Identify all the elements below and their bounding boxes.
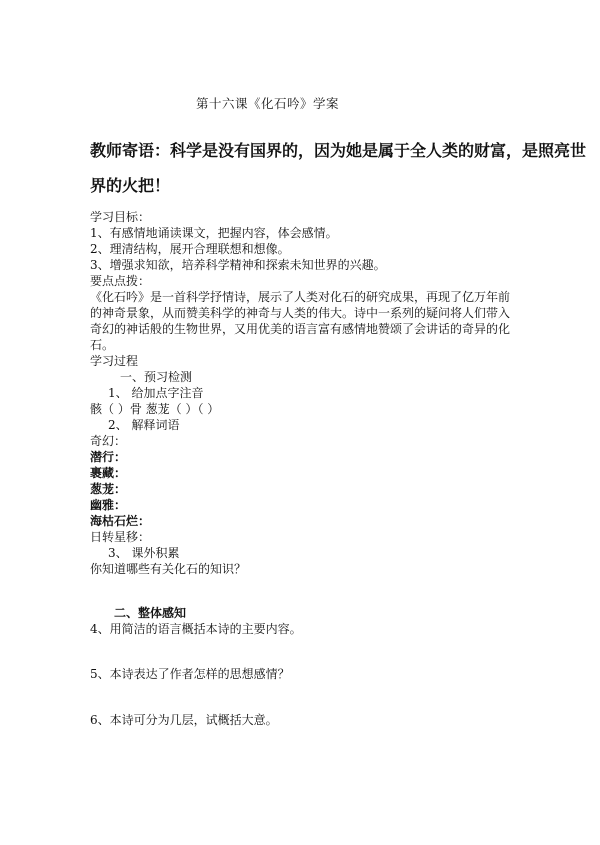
term-item: 日转星移：	[90, 530, 151, 544]
term-item: 裹藏：	[90, 466, 127, 480]
question-pinyin: 1、 给加点字注音	[108, 386, 204, 400]
term-item: 潜行：	[90, 450, 127, 464]
term-item: 葱茏：	[90, 482, 127, 496]
question-extra-reading: 3、 课外积累	[108, 546, 180, 560]
term-item: 海枯石烂：	[90, 514, 151, 528]
objective-item: 1、有感情地诵读课文，把握内容，体会感情。	[90, 226, 338, 240]
process-heading: 学习过程	[90, 354, 139, 368]
key-points-paragraph: 的神奇景象，从而赞美科学的神奇与人类的伟大。诗中一系列的疑问将人们带入	[90, 306, 511, 320]
section-preview-check: 一、预习检测	[120, 370, 193, 384]
question-fossil-knowledge: 你知道哪些有关化石的知识？	[90, 562, 247, 576]
objective-item: 3、增强求知欲，培养科学精神和探索未知世界的兴趣。	[90, 258, 386, 272]
key-points-paragraph: 《化石吟》是一首科学抒情诗，展示了人类对化石的研究成果，再现了亿万年前	[90, 290, 511, 304]
key-points-heading: 要点点拨：	[90, 274, 151, 288]
question-main-content: 4、用简洁的语言概括本诗的主要内容。	[90, 622, 302, 636]
teacher-motto-line2: 界的火把！	[90, 176, 171, 195]
question-explain-words: 2、 解释词语	[108, 418, 180, 432]
key-points-paragraph: 石。	[90, 338, 115, 352]
term-item: 奇幻：	[90, 434, 127, 448]
question-author-feelings: 5、本诗表达了作者怎样的思想感情？	[90, 667, 290, 681]
objectives-heading: 学习目标：	[90, 210, 151, 224]
section-overall-perception: 二、整体感知	[114, 606, 187, 620]
pinyin-blanks: 骸（ ）骨 葱茏（ ）（ ）	[90, 402, 220, 416]
key-points-paragraph: 奇幻的神话般的生物世界，又用优美的语言富有感情地赞颂了会讲话的奇异的化	[90, 322, 511, 336]
teacher-motto-line1: 教师寄语：科学是没有国界的，因为她是属于全人类的财富，是照亮世	[90, 141, 587, 160]
question-layers: 6、本诗可分为几层，试概括大意。	[90, 713, 278, 727]
objective-item: 2、理清结构，展开合理联想和想像。	[90, 242, 290, 256]
page-title: 第十六课《化石吟》学案	[196, 96, 340, 111]
term-item: 幽雅：	[90, 498, 127, 512]
